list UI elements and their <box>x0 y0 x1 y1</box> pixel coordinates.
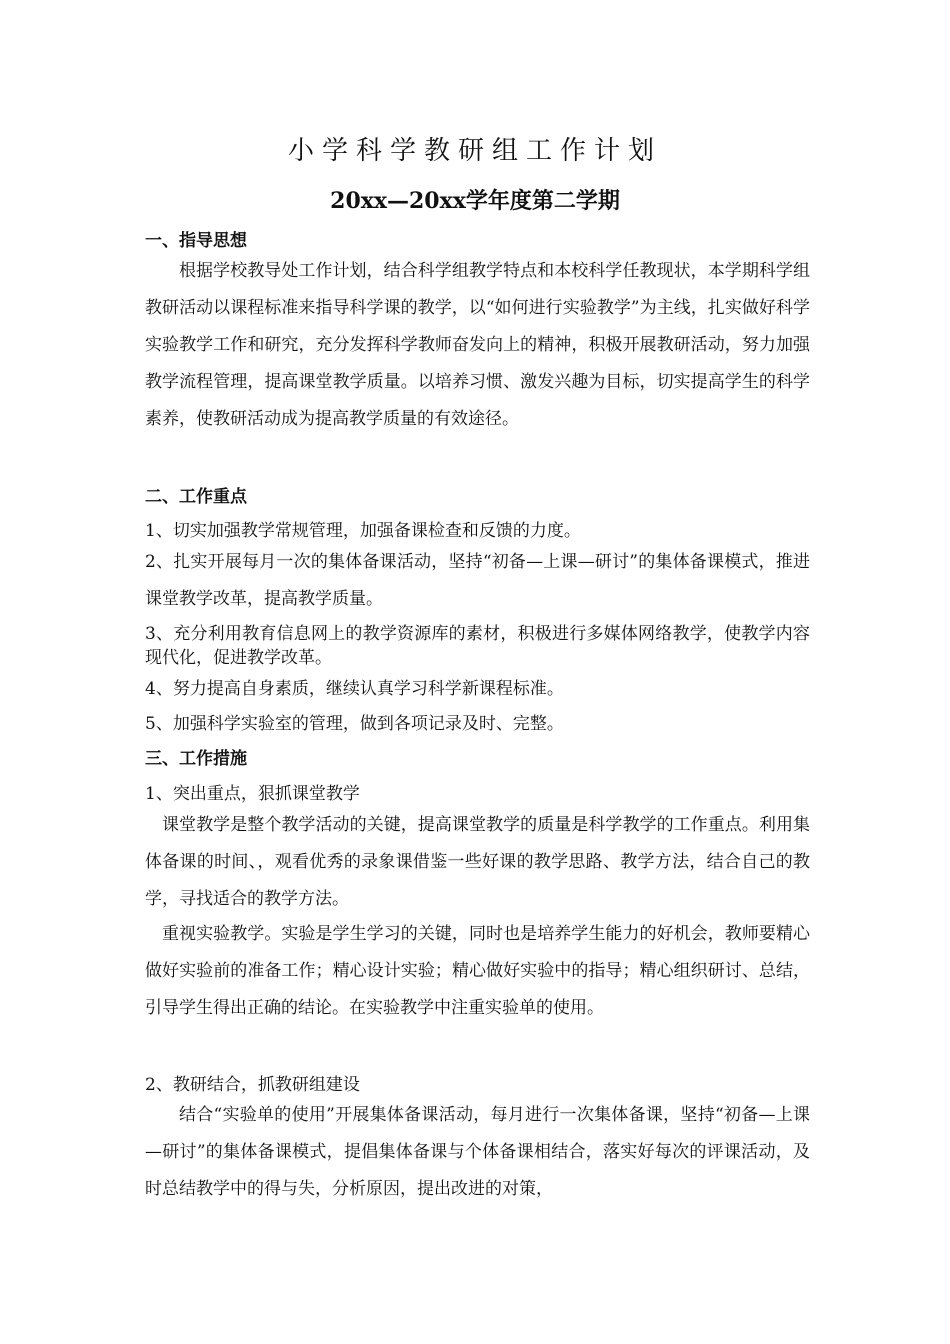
section-heading-guiding-ideology: 一、指导思想 <box>145 231 247 251</box>
measures-sub-heading-1: 1、突出重点，狠抓课堂教学 <box>145 784 360 804</box>
document-subtitle: 20xx—20xx学年度第二学期 <box>330 188 620 214</box>
section-paragraph-guiding-ideology: 根据学校教导处工作计划，结合科学组教学特点和本校科学任教现状，本学期科学组教研活动以课程标准来指导科学课的教学，以“如何进行实验教学”为主线，扎实做好科学实验教学工作和研究，充分发挥科学教师奋发向上的精神，积极开展教研活动，努力加强教学流程管理，提高课堂教学质量。以培养习惯、激发兴趣为目标，切实提高学生的科学素养，使教研活动成为提高教学质量的有效途径。 <box>145 261 810 429</box>
measures-paragraph-3: 结合“实验单的使用”开展集体备课活动，每月进行一次集体备课，坚持“初备—上课—研讨”的集体备课模式，提倡集体备课与个体备课相结合，落实好每次的评课活动，及时总结教学中的得与失，分析原因，提出改进的对策， <box>145 1105 810 1199</box>
work-focus-item-1: 1、切实加强教学常规管理，加强备课检查和反馈的力度。 <box>145 521 581 541</box>
work-focus-item-5: 5、加强科学实验室的管理，做到各项记录及时、完整。 <box>145 714 564 734</box>
measures-paragraph-2: 重视实验教学。实验是学生学习的关键，同时也是培养学生能力的好机会，教师要精心做好实验前的准备工作；精心设计实验；精心做好实验中的指导；精心组织研讨、总结，引导学生得出正确的结论。在实验教学中注重实验单的使用。 <box>145 924 810 1018</box>
measures-sub-heading-2: 2、教研结合，抓教研组建设 <box>145 1075 360 1095</box>
section-heading-work-measures: 三、工作措施 <box>145 749 247 769</box>
work-focus-item-3: 3、充分利用教育信息网上的教学资源库的素材，积极进行多媒体网络教学，使教学内容现代化，促进教学改革。 <box>145 624 810 668</box>
work-focus-item-4: 4、努力提高自身素质，继续认真学习科学新课程标准。 <box>145 679 564 699</box>
work-focus-item-2: 2、扎实开展每月一次的集体备课活动，坚持“初备—上课—研讨”的集体备课模式，推进课堂教学改革，提高教学质量。 <box>145 552 810 609</box>
section-heading-work-focus: 二、工作重点 <box>145 487 247 507</box>
measures-paragraph-1: 课堂教学是整个教学活动的关键，提高课堂教学的质量是科学教学的工作重点。利用集体备课的时间、，观看优秀的录象课借鉴一些好课的教学思路、教学方法，结合自己的教学，寻找适合的教学方法。 <box>145 815 810 909</box>
document-title: 小学科学教研组工作计划 <box>287 136 662 166</box>
